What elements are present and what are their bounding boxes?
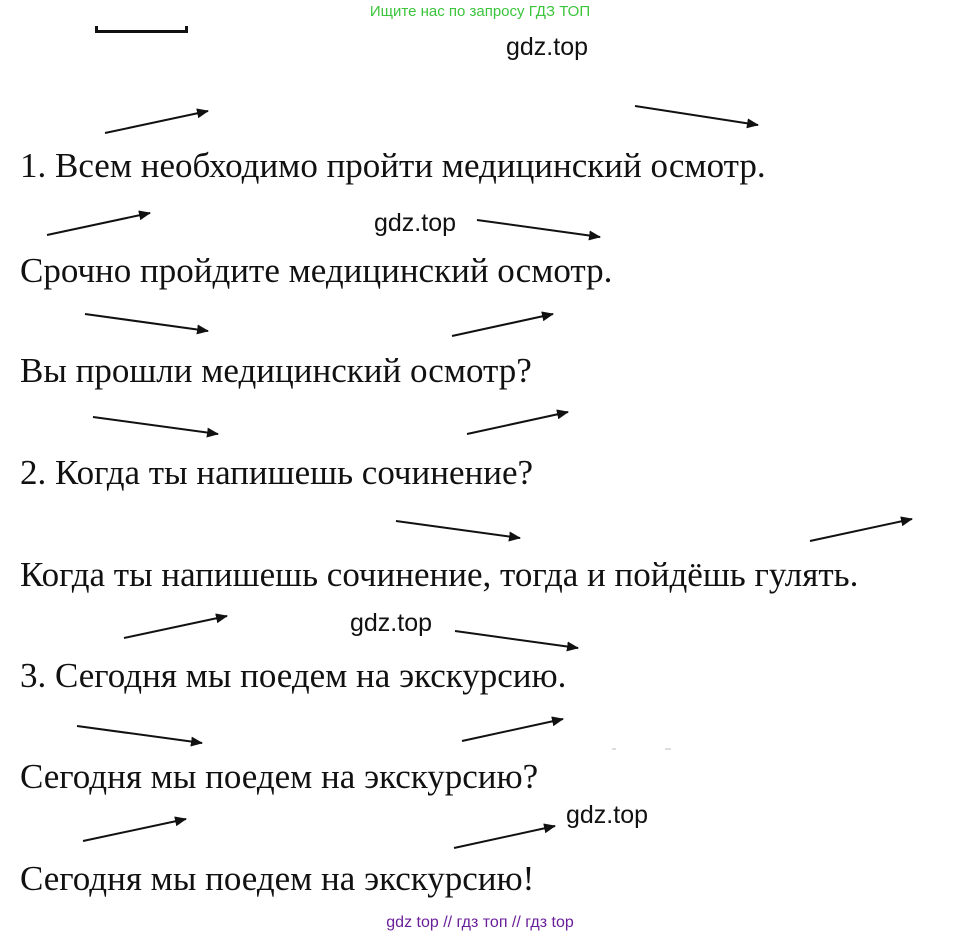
watermark: gdz.top <box>374 209 457 237</box>
arrow-falling <box>477 220 600 237</box>
arrow-rising <box>454 826 555 848</box>
arrow-falling <box>396 521 520 538</box>
arrow-falling <box>85 314 208 331</box>
search-hint-link[interactable]: Ищите нас по запросу ГДЗ ТОП <box>369 3 591 20</box>
sentence-line: 2. Когда ты напишешь сочинение? <box>20 453 534 492</box>
sentence-line: 1. Всем необходимо пройти медицинский осмотр. <box>20 146 766 185</box>
arrow-rising <box>47 213 150 235</box>
sentence-line: Сегодня мы поедем на экскурсию! <box>20 859 535 898</box>
arrow-rising <box>83 819 186 841</box>
sentence-line: Срочно пройдите медицинский осмотр. <box>20 251 613 290</box>
watermark: gdz.top <box>566 801 649 829</box>
arrow-falling <box>455 631 578 648</box>
arrow-rising <box>452 314 553 336</box>
arrow-falling <box>635 106 758 125</box>
arrow-rising <box>462 719 563 741</box>
watermark: gdz.top <box>506 33 589 61</box>
footer-links[interactable]: gdz top // гдз топ // гдз top <box>386 914 574 931</box>
sentence-line: Когда ты напишешь сочинение, тогда и пойдёшь гулять. <box>20 555 859 594</box>
sentence-line: Вы прошли медицинский осмотр? <box>20 351 532 390</box>
sentence-line: 3. Сегодня мы поедем на экскурсию. <box>20 656 567 695</box>
arrow-falling <box>77 726 202 743</box>
top-bracket-mark <box>95 26 188 33</box>
arrow-rising <box>124 616 227 638</box>
sentence-line: Сегодня мы поедем на экскурсию? <box>20 757 539 796</box>
arrow-rising <box>105 111 208 133</box>
arrow-falling <box>93 417 218 434</box>
arrow-rising <box>467 412 568 434</box>
arrow-rising <box>810 519 912 541</box>
watermark: gdz.top <box>350 609 433 637</box>
